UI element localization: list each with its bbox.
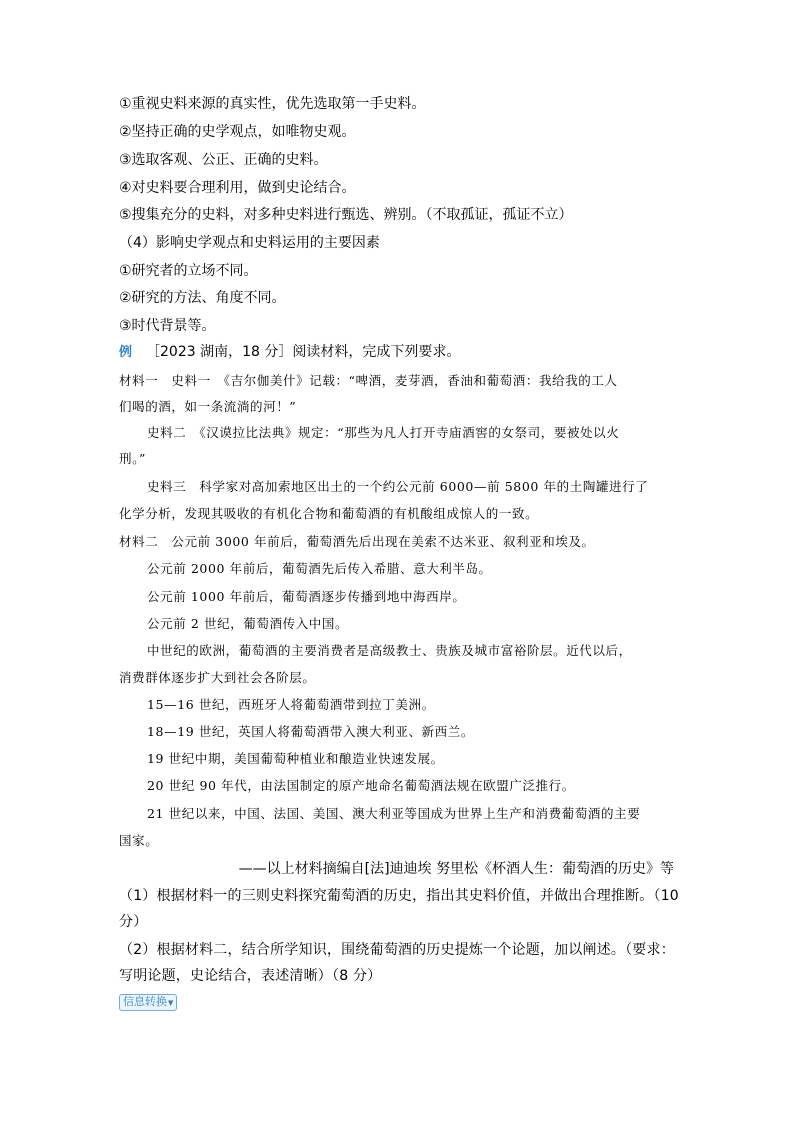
material2-line-2: 公元前 2000 年前后，葡萄酒先后传入希腊、意大利半岛。	[147, 561, 492, 576]
material1-line-5: 史料三 科学家对高加索地区出土的一个约公元前 6000—前 5800 年的土陶罐进行了	[147, 479, 649, 494]
example-heading	[119, 342, 460, 363]
material2-line-7: 15—16 世纪，西班牙人将葡萄酒带到拉丁美洲。	[147, 697, 435, 712]
material2-line-11: 21 世纪以来，中国、法国、美国、澳大利亚等国成为世界上生产和消费葡萄酒的主要	[147, 806, 641, 821]
material2-line-6: 消费群体逐步扩大到社会各阶层。	[119, 670, 316, 685]
example-tag: 例	[119, 345, 133, 360]
principle-2: ②坚持正确的史学观点，如唯物史观。	[119, 124, 356, 140]
factor-3: ③时代背景等。	[119, 318, 216, 334]
material1-line-3: 史料二 《汉谟拉比法典》规定：“那些为凡人打开寺庙酒窖的女祭司，要被处以火	[147, 425, 620, 440]
factor-2: ②研究的方法、角度不同。	[119, 290, 286, 306]
material1-line-1: 材料一 史料一 《吉尔伽美什》记载：“啤酒，麦芽酒，香油和葡萄酒：我给我的工人	[119, 373, 618, 388]
material1-line-6: 化学分析，发现其吸收的有机化合物和葡萄酒的有机酸组成惊人的一致。	[119, 506, 539, 521]
material2-line-10: 20 世纪 90 年代，由法国制定的原产地命名葡萄酒法规在欧盟广泛推行。	[147, 778, 575, 793]
question-1-line-2: 分）	[119, 914, 148, 930]
triangle-down-icon: ▼	[168, 999, 174, 1007]
principle-4: ④对史料要合理利用，做到史论结合。	[119, 180, 356, 196]
question-2-line-1: （2）根据材料二，结合所学知识，围绕葡萄酒的历史提炼一个论题，加以阐述。（要求：	[119, 942, 675, 958]
material2-line-12: 国家。	[119, 833, 159, 848]
principle-1: ①重视史料来源的真实性，优先选取第一手史料。	[119, 96, 426, 112]
info-convert-label: 信息转换	[123, 995, 167, 1008]
question-1-line-1: （1）根据材料一的三则史料探究葡萄酒的历史，指出其史料价值，并做出合理推断。（10	[119, 888, 679, 904]
source-citation: ——以上材料摘编自[法]迪迪埃 努里松《杯酒人生：葡萄酒的历史》等	[238, 861, 674, 877]
material2-line-4: 公元前 2 世纪，葡萄酒传入中国。	[147, 616, 349, 631]
material2-line-5: 中世纪的欧洲，葡萄酒的主要消费者是高级教士、贵族及城市富裕阶层。近代以后，	[147, 643, 632, 658]
question-2-line-2: 写明论题，史论结合，表述清晰）（8 分）	[119, 968, 382, 984]
principle-3: ③选取客观、公正、正确的史料。	[119, 152, 328, 168]
principle-5: ⑤搜集充分的史料，对多种史料进行甄选、辨别。（不取孤证，孤证不立）	[119, 207, 573, 223]
example-text: ［2023 湖南，18 分］阅读材料，完成下列要求。	[146, 344, 461, 360]
material2-line-3: 公元前 1000 年前后，葡萄酒逐步传播到地中海西岸。	[147, 589, 466, 604]
factors-heading: （4）影响史学观点和史料运用的主要因素	[119, 235, 380, 251]
info-convert-badge[interactable]	[119, 994, 177, 1011]
material2-line-8: 18—19 世纪，英国人将葡萄酒带入澳大利亚、新西兰。	[147, 724, 474, 739]
factor-1: ①研究者的立场不同。	[119, 263, 258, 279]
material2-line-1: 材料二 公元前 3000 年前后，葡萄酒先后出现在美索不达米亚、叙利亚和埃及。	[119, 534, 595, 549]
material2-line-9: 19 世纪中期，美国葡萄种植业和酿造业快速发展。	[147, 751, 444, 766]
material1-line-2: 们喝的酒，如一条流淌的河！”	[119, 399, 297, 414]
material1-line-4: 刑。”	[119, 451, 146, 466]
